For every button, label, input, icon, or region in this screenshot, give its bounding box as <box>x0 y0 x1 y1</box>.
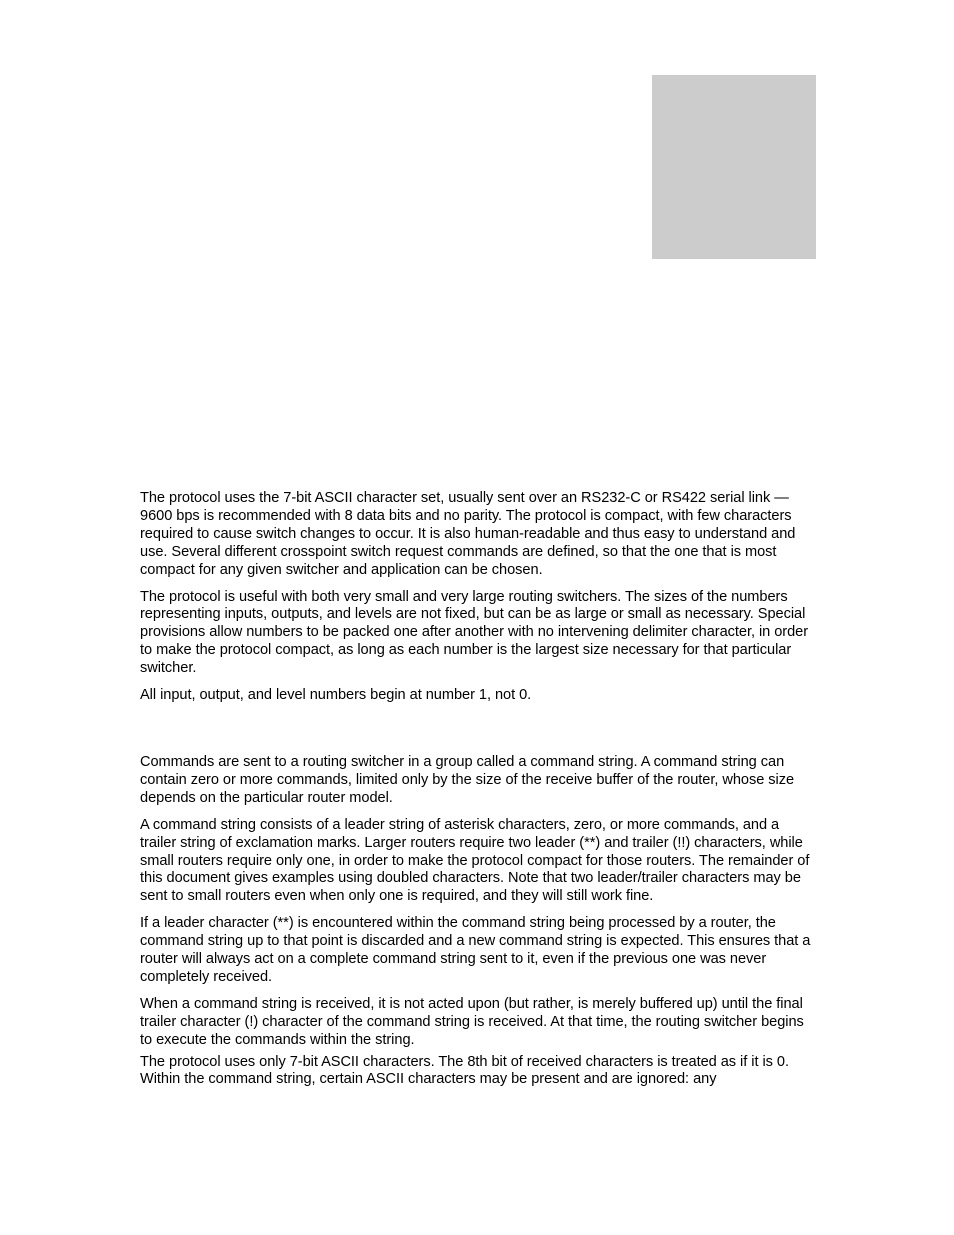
chapter-tab-block <box>652 75 816 259</box>
paragraph-switcher-sizes: The protocol is useful with both very small and very large routing switchers. The sizes of the numbers representing inputs, outputs, and levels are not fixed, but can be as large or small as necessary. Special provisions allow numbers to be packed one after another with no intervening delimiter character, in order to make the protocol compact, as long as each number is the largest size necessary for that particular switcher. <box>140 588 809 677</box>
page-body <box>140 490 816 1089</box>
paragraph-command-string: Commands are sent to a routing switcher in a group called a command string. A command string can contain zero or more commands, limited only by the size of the receive buffer of the router, whose size depends on the particular router model. <box>140 753 795 806</box>
paragraph-ascii-characters: The protocol uses only 7-bit ASCII characters. The 8th bit of received characters is treated as if it is 0. Within the command string, certain ASCII characters may be present and are ignored: any <box>140 1053 789 1088</box>
paragraph-leader-trailer: A command string consists of a leader string of asterisk characters, zero, or more commands, and a trailer string of exclamation marks. Larger routers require two leader (**) and trailer (!!) characters, while small routers require only one, in order to make the protocol compact for those routers. The remainder of this document gives examples using doubled characters. Note that two leader/trailer characters may be sent to small routers even when only one is required, and they will still work fine. <box>140 816 810 905</box>
paragraph-protocol-overview: The protocol uses the 7-bit ASCII character set, usually sent over an RS232-C or RS422 serial link — 9600 bps is recommended with 8 data bits and no parity. The protocol is compact, with few characters required to cause switch changes to occur. It is also human-readable and thus easy to understand and use. Several different crosspoint switch request commands are defined, so that the one that is most compact for any given switcher and application can be chosen. <box>140 490 796 578</box>
paragraph-leader-encountered: If a leader character (**) is encountered within the command string being processed by a router, the command string up to that point is discarded and a new command string is expected. This ensures that a router will always act on a complete command string sent to it, even if the previous one was never completely received. <box>140 915 811 985</box>
paragraph-buffering: When a command string is received, it is not acted upon (but rather, is merely buffered up) until the final trailer character (!) character of the command string is received. At that time, the routing switcher begins to execute the commands within the string. <box>140 995 804 1048</box>
paragraph-numbering: All input, output, and level numbers begin at number 1, not 0. <box>140 687 532 704</box>
